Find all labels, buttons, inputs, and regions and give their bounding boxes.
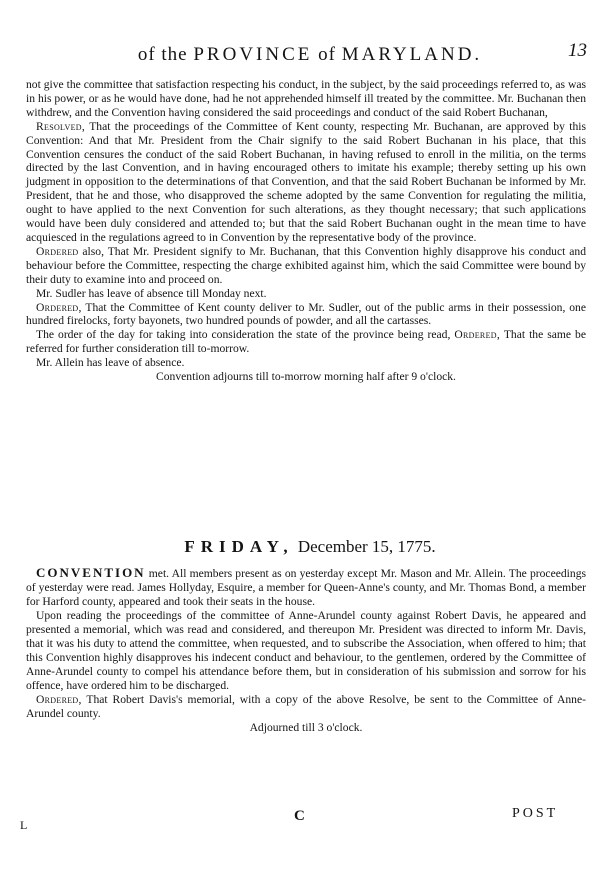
header-of: of	[312, 44, 342, 65]
friday-heading	[100, 537, 520, 557]
convention-word: CONVENTION	[36, 565, 146, 580]
paragraph-order-of-day	[26, 328, 586, 356]
page-number: 13	[568, 40, 587, 61]
paragraph-ordered	[26, 301, 586, 329]
paragraph-text: That the same be referred for further consideration till to-morrow.	[26, 328, 586, 356]
paragraph-text: That the Committee of Kent county deliver to Mr. Sudler, out of the public arms in their possession, one hundred firelocks, forty bayonets, two hundred pounds of powder, and all the cartasses.	[26, 300, 586, 328]
day-label: FRIDAY,	[184, 537, 294, 556]
adjournment-line: Adjourned till 3 o'clock.	[249, 721, 363, 734]
running-header	[60, 44, 560, 66]
friday-proceedings	[26, 566, 586, 735]
paragraph-ordered-also	[26, 245, 586, 287]
date-label: December 15, 1775.	[297, 537, 436, 556]
header-of-the: of the	[137, 44, 194, 65]
adjournment-line: Convention adjourns till to-morrow morning half after 9 o'clock.	[156, 370, 456, 384]
paragraph: Mr. Sudler has leave of absence till Monday next.	[36, 286, 267, 300]
signature-mark: C	[294, 808, 305, 824]
ordered-label: Ordered	[36, 244, 79, 258]
ordered-label: Ordered,	[36, 693, 82, 706]
paragraph-convention-met	[26, 566, 586, 609]
paragraph-text: also, That Mr. President signify to Mr. Buchanan, that this Convention highly disapprove his conduct and behaviour before the Committee, respecting the charge exhibited against him, which the said Committee were bound by their duty to examine into and proceed on.	[26, 244, 586, 286]
paragraph: not give the committee that satisfaction respecting his conduct, in the subject, by the said proceedings referred to, as was in his power, or as he would have done, had he not apprehended himself ill treated by the committee. Mr. Buchanan then withdrew, and the Convention having considered the said proceedings and conduct of the said Robert Buchanan,	[26, 78, 586, 119]
header-province: PROVINCE	[193, 44, 313, 65]
catchword: POST	[512, 806, 559, 821]
paragraph-resolved	[26, 120, 586, 245]
paragraph: Upon reading the proceedings of the committee of Anne-Arundel county against Robert Davis, he appeared and presented a memorial, which was read and considered, and thereupon Mr. President was directed to inform Mr. Davis, that it was his duty to attend the committee, when requested, and to subscribe the Association, when offered to him; that this Convention highly disapproves his indecent conduct and behaviour, to the gentlemen, ordered by the Committee of Anne-Arundel county to compel his attendance before them, but in consideration of his submission and sorrow for his offence, have ordered him to be discharged.	[26, 609, 586, 692]
paragraph-ordered	[26, 693, 586, 721]
proceedings-text	[26, 78, 586, 384]
ordered-label: Ordered,	[454, 328, 501, 342]
paragraph: Mr. Allein has leave of absence.	[36, 356, 185, 370]
header-maryland: MARYLAND.	[341, 44, 483, 65]
resolved-label: Resolved,	[36, 119, 86, 133]
paragraph-text: The order of the day for taking into consideration the state of the province being read,	[36, 328, 451, 342]
paragraph-text: That Robert Davis's memorial, with a copy of the above Resolve, be sent to the Committee of Anne-Arundel county.	[26, 693, 586, 720]
paragraph-text: met. All members present as on yesterday except Mr. Mason and Mr. Allein. The proceedings of yesterday were read. James Hollyday, Esquire, a member for Queen-Anne's county, and Mr. Thomas Bond, a member for Harford county, appeared and took their seats in the house.	[26, 567, 586, 608]
ordered-label: Ordered,	[36, 300, 82, 314]
paragraph-text: That the proceedings of the Committee of Kent county, respecting Mr. Buchanan, are approved by this Convention: And that Mr. President from the Chair signify to the said Robert Buchanan in his place, that this Convention censures the conduct of the said Robert Buchanan, in having refused to enroll in the militia, on the terms directed by the last Convention, and in having encouraged others to imitate his example; thereby setting up his own judgment in opposition to the determinations of that Convention, and that the said Robert Buchanan be informed by Mr. President, that he and those, who disapproved the scheme adopted by the same Convention for regulating the militia, ought to have applied to the next Convention for such alterations, as they thought necessary; that such applications would have been duly considered and attended to; but that the said Robert Buchanan ought in the mean time to have acquiesced in the regulations agreed to in Convention by the representative body of the province.	[26, 119, 586, 244]
footer-mark: L	[20, 818, 28, 832]
